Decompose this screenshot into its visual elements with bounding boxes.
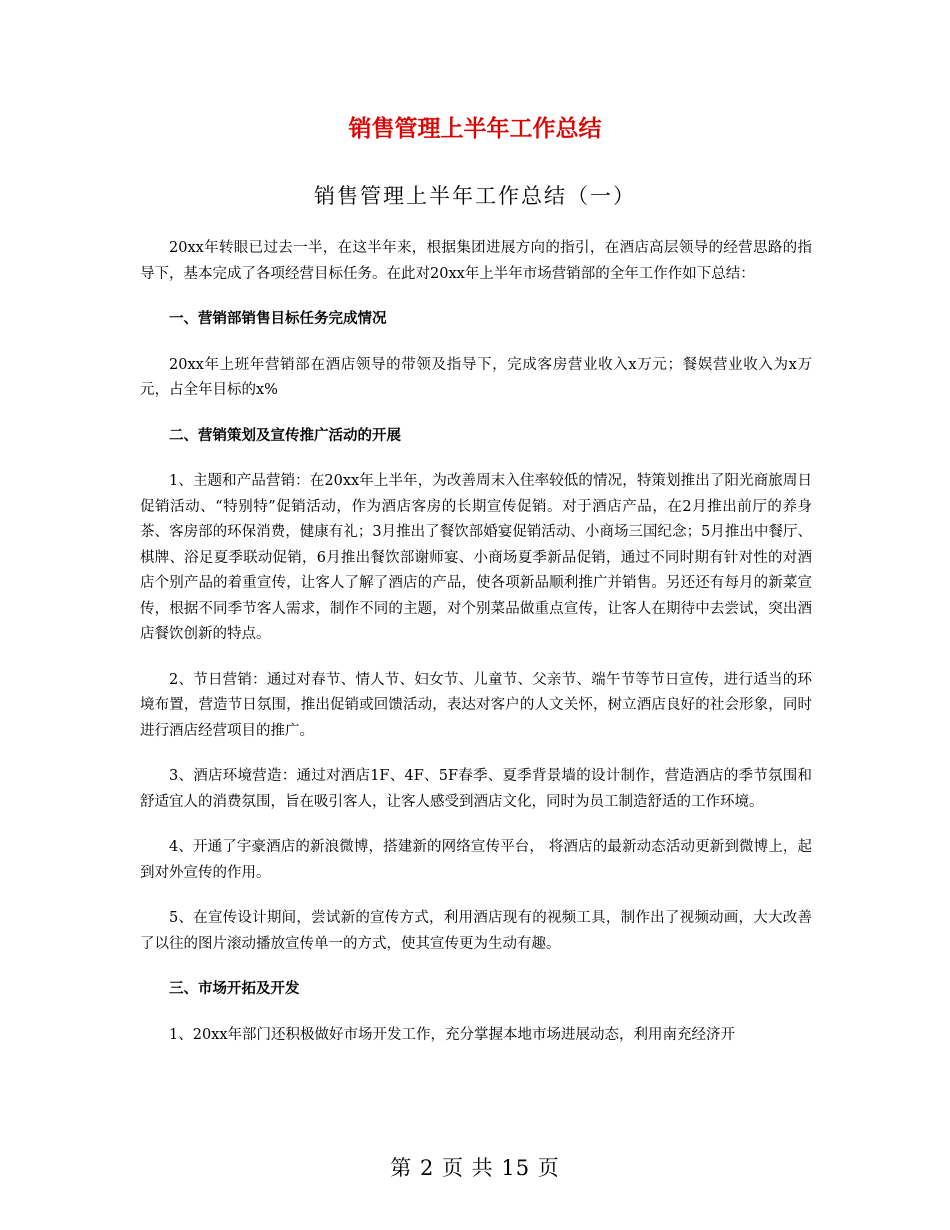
intro-paragraph: 20xx年转眼已过去一半，在这半年来，根据集团进展方向的指引，在酒店高层领导的经营思路的指导下，基本完成了各项经营目标任务。在此对20xx年上半年市场营销部的全年工作作如下总结： <box>140 240 812 282</box>
section-2-item-1: 1、主题和产品营销：在20xx年上半年，为改善周末入住率较低的情况，特策划推出了阳光商旅周日促销活动、“特别特”促销活动，作为酒店客房的长期宣传促销。对于酒店产品，在2月推出前厅的养身茶、客房部的环保消费，健康有礼；3月推出了餐饮部婚宴促销活动、小商场三国纪念；5月推出中餐厅、棋牌、浴足夏季联动促销，6月推出餐饮部谢师宴、小商场夏季新品促销，通过不同时期有针对性的对酒店个别产品的着重宣传，让客人了解了酒店的产品，使各项新品顺利推广并销售。另还还有每月的新菜宣传，根据不同季节客人需求，制作不同的主题，对个别菜品做重点宣传，让客人在期待中去尝试，突出酒店餐饮创新的特点。 <box>140 473 812 642</box>
section-2-item-2: 2、节日营销：通过对春节、情人节、妇女节、儿童节、父亲节、端午节等节日宣传，进行适当的环境布置，营造节日氛围，推出促销或回馈活动，表达对客户的人文关怀，树立酒店良好的社会形象，同时进行酒店经营项目的推广。 <box>140 671 812 739</box>
page-number-footer: 第 2 页 共 15 页 <box>390 1156 560 1180</box>
section-2-item-5: 5、在宣传设计期间，尝试新的宣传方式，利用酒店现有的视频工具，制作出了视频动画，大大改善了以往的图片滚动播放宣传单一的方式，使其宣传更为生动有趣。 <box>140 910 812 952</box>
section-heading-3: 三、市场开拓及开发 <box>169 981 300 997</box>
section-2-item-4: 4、开通了宇豪酒店的新浪微博，搭建新的网络宣传平台， 将酒店的最新动态活动更新到微博上，起到对外宣传的作用。 <box>140 839 812 881</box>
section-3-item-1: 1、20xx年部门还积极做好市场开发工作，充分掌握本地市场进展动态，利用南充经济开 <box>169 1026 736 1043</box>
document-subtitle: 销售管理上半年工作总结（一） <box>314 184 636 208</box>
document-title: 销售管理上半年工作总结 <box>348 116 602 142</box>
section-heading-1: 一、营销部销售目标任务完成情况 <box>169 311 387 327</box>
section-heading-2: 二、营销策划及宣传推广活动的开展 <box>169 427 401 444</box>
section-1-paragraph: 20xx年上班年营销部在酒店领导的带领及指导下，完成客房营业收入x万元；餐娱营业收入为x万元，占全年目标的x% <box>140 356 812 398</box>
section-2-item-3: 3、酒店环境营造：通过对酒店1F、4F、5F春季、夏季背景墙的设计制作，营造酒店的季节氛围和舒适宜人的消费氛围，旨在吸引客人，让客人感受到酒店文化，同时为员工制造舒适的工作环境。 <box>140 768 812 810</box>
document-body <box>140 236 812 1068</box>
